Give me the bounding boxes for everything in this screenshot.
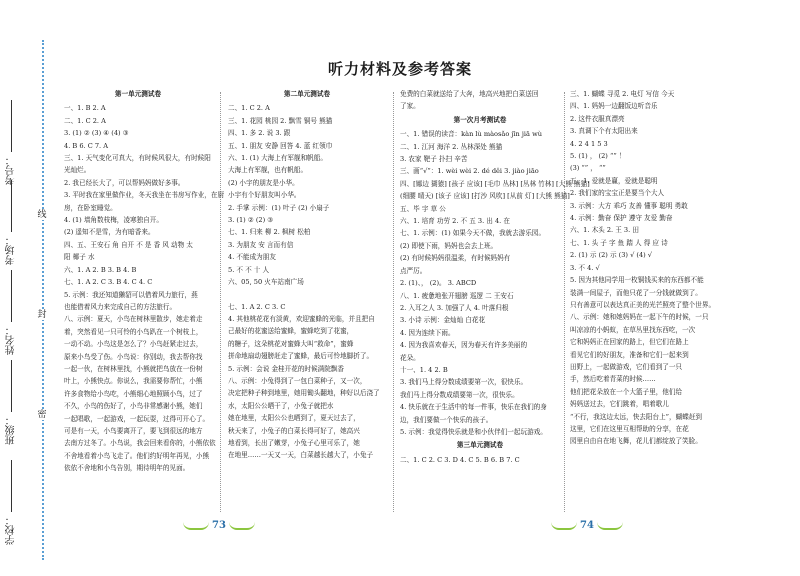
answer-line: 也能借着风力来完成自己的方法旅行。 <box>64 302 177 311</box>
name-label: 姓名： <box>6 325 17 355</box>
answer-line: 2. 手掌 示例：(1) 叶子 (2) 小扇子 <box>228 203 330 212</box>
answer-line: 七、1. 示例：(1) 如果今天不做，我就去游乐园。 <box>400 229 546 238</box>
answer-line: 只有善意可以表达真正美的光芒照亮了整个世界。 <box>570 300 716 309</box>
answer-line: 八、1. 疲惫地张开翅膀 巡逻 二 王安石 <box>400 291 514 300</box>
answer-line <box>228 289 386 301</box>
answer-line: 的糖子，这朵桃花对蜜蜂大叫“救命”，蜜蜂 <box>228 339 354 348</box>
answer-line: 四、五、王安石 角 自开 不 是 香 风 动物 太 <box>64 240 193 249</box>
answer-line: 六、1. A 2. B 3. B 4. B <box>64 265 137 274</box>
answer-line: 4. 2 4 1 5 3 <box>570 139 608 148</box>
answer-line: 2. 我已经长大了，可以帮妈妈做好多事。 <box>64 178 185 187</box>
answer-line: 2. (1)、， (2)。 3. ABCD <box>400 279 477 288</box>
answer-line: (2) 遥知不是雪，为有暗香来。 <box>64 228 155 237</box>
column-divider <box>220 92 221 512</box>
answer-line: 六、1. (1) 大海上有军舰和帆船。 <box>228 154 327 163</box>
answer-line: 田野上，一起做游戏，它们看到了一只 <box>570 362 683 371</box>
answer-line: 七、1. A 2. C 3. B 4. C 4. C <box>64 278 153 287</box>
answer-lines <box>64 102 225 474</box>
answer-line: 4. 不能成为朋友 <box>228 253 276 262</box>
column-unit-3 <box>570 88 730 448</box>
answer-line: 在地里……一天又一天，白菜越长越大了，小兔子 <box>228 451 374 460</box>
answer-line: 3. 农家 靶子 扑扫 辛苦 <box>400 155 468 164</box>
answer-line: 去南方过冬了。小鸟说，我会回来看你的，小熊依依 <box>64 439 216 448</box>
cut-line <box>42 40 44 560</box>
answer-line: 4. 因为我喜欢春天，因为春天有许多美丽的 <box>400 341 528 350</box>
answer-line: 六、1. 培育 功劳 2. 不 五 3. 出 4. 在 <box>400 217 510 226</box>
answer-line: “不行，我这边太远，快去阳台上”，蝴蝶赶到 <box>570 412 703 421</box>
answer-line: 八、示例：她和她妈妈在一起下午的时候，一只 <box>570 313 709 322</box>
answer-line: 三、1. 蝴蝶 寻觅 2. 电灯 写信 今天 <box>570 90 675 98</box>
school-label: 学校： <box>6 515 17 545</box>
answer-line: 手，然后吃着青菜的时候…… <box>570 375 656 384</box>
answer-line: 3. 不 4. √ <box>570 263 600 272</box>
answer-line: 秋天来了，小兔子的白菜长得可好了，她高兴 <box>228 426 360 435</box>
answer-line: 3. 我们马上得分数成绩要第一次，很快乐。 <box>400 378 528 387</box>
answer-line: 六、1. 木头 2. 王 3. 田 <box>570 226 639 235</box>
answer-lines <box>228 102 386 461</box>
answer-line: 一起唱歌，一起游戏，一起玩耍，过得可开心了。 <box>64 414 210 423</box>
answer-line: (3) “” ， “” <box>570 164 606 173</box>
answer-line: 七、1. A 2. C 3. C <box>228 302 286 311</box>
class-label: 班级： <box>6 415 17 445</box>
seam-mark-secret: 密 <box>37 410 47 420</box>
answer-line: 边，我们要做一个快乐的孩子。 <box>400 415 493 424</box>
answer-line: 2. (1) 示 (2) 示 (3) √ (4) √ <box>570 251 653 260</box>
answer-line: 四、1. 多 2. 说 3. 跟 <box>228 129 291 138</box>
page-number-left <box>180 520 258 531</box>
answer-line: 她在地里，太阳公公也晒到了，夏天过去了， <box>228 414 360 423</box>
answer-line: 六、05, 50 火车站南广场 <box>228 278 304 287</box>
answer-line: 地看到，长出了嫩芽，小兔子心里可乐了，她 <box>228 438 360 447</box>
answer-line: 水，太阳公公晒干了，小兔子就把水 <box>228 401 334 410</box>
answer-line: 三、画“√”：1. wèi wèi 2. dé děi 3. jiào jiāo <box>400 167 539 176</box>
answer-line: 3. 小诗 示例：金灿灿 白花花 <box>400 316 486 325</box>
answer-line: 五、1. 爱就是赢，爱就是聪明 <box>570 176 658 185</box>
answer-line: 三、1. 花园 桃园 2. 飘雪 铜号 熊猫 <box>228 116 333 125</box>
answer-line: 不久，小鸟的伤好了，小鸟非常感谢小熊，她们 <box>64 402 203 411</box>
answer-line: (细腰 晴天) [该子 应该] [打沙 风吹] [从前 灯] [大熊 熊猫] <box>400 192 570 201</box>
answer-line: 己最好的花蜜送给蜜蜂，蜜蜂吃到了花蜜， <box>228 327 354 336</box>
section-title: 第二单元测试卷 <box>283 90 331 98</box>
answer-line: 一、1. B 2. A <box>64 104 106 113</box>
answer-line: 装满一间屋子，而他只花了一分钱就做到了。 <box>570 288 702 297</box>
answer-line: 2. 这件衣服真漂亮 <box>570 114 625 123</box>
answer-line: 一动不动。小鸟这是怎么了？小鸟赶紧走过去， <box>64 340 203 349</box>
answer-line: 3. (1) ② (3) ④ (4) ③ <box>64 129 129 138</box>
answer-line: 八、示例：夏天，小鸟在树林里散步，她走着走 <box>64 315 203 324</box>
answer-line: 七、1. 归来 柳 2. 枫树 松柏 <box>228 228 311 237</box>
answer-line: 5. 示例：会说 金桂开花的时候满院飘香 <box>228 364 344 373</box>
name-field <box>6 270 22 355</box>
answer-line: 阳 椰子 水 <box>64 253 95 262</box>
student-id-field <box>6 100 22 185</box>
seam-mark-line: 线 <box>37 210 47 220</box>
answer-line: 他们把花朵放在一个大篮子里，他们给 <box>570 387 683 396</box>
section-title: 第一次月考测试卷 <box>453 115 507 124</box>
answer-line: 依依不舍地和小鸟告别，期待明年的见面。 <box>64 464 190 473</box>
answer-line: 4. 快乐就在于生活中的每一件事，快乐在我们的身 <box>400 403 547 412</box>
answer-line: 2. 入耳之人 3. 加强了人 4. 叶落归根 <box>400 303 509 312</box>
page-number-left-text: 73 <box>212 520 226 531</box>
answer-line: 十一、1. 4 2. B <box>400 365 448 374</box>
exam-room-label: 考场： <box>6 235 17 265</box>
answer-line: 3. 示例：大方 乖巧 友善 懂事 聪明 勇敢 <box>570 201 688 210</box>
student-id-label: 考号： <box>6 155 17 185</box>
answer-line: 4. 示例：勤奋 保护 遵守 友爱 勤奋 <box>570 214 673 223</box>
answer-line: 决定把种子种到地里，她用锄头翻地，种好以后浇了 <box>228 389 380 398</box>
answer-line: 5. 不 不 十 人 <box>228 265 270 274</box>
answer-line: 3. 平时我在家里做作业，冬天我坐在书房写作业，在厨 <box>64 191 225 200</box>
answer-line: 5. 示例：我还知道獭貂可以借着风力旅行，燕 <box>64 290 198 299</box>
page-number-right-text: 74 <box>580 520 594 531</box>
seam-mark-seal: 封 <box>37 310 47 320</box>
answer-line: 五、1. 朋友 安静 回答 4. 蓝 红领巾 <box>228 141 333 150</box>
answer-line: 四、1. 妈妈一边翻饭边听音乐 <box>570 102 658 111</box>
answer-line: 5. 示例：我觉得快乐就是和小伙伴们一起玩游戏。 <box>400 427 547 436</box>
answer-line: 5. 因为其他同学用一枚铜钱买来的东西都不能 <box>570 276 704 285</box>
answer-line: 二、1. C 2. C 3. D 4. C 5. B 6. B 7. C <box>400 455 520 464</box>
answer-line: 花朵。 <box>400 353 420 362</box>
answer-line: 不舍地看着小鸟飞走了。他们约好明年再见，小熊 <box>64 451 210 460</box>
exam-room-field <box>6 180 22 265</box>
answer-line: 四、[娜边 猢猿] [孩子 应该] [毛巾 丛林] [丛林 竹林] [大熊 熊猫] <box>400 179 590 188</box>
answer-line: 房，在卧室睡觉。 <box>64 203 117 212</box>
answer-line: 大海上有军舰，也有帆船。 <box>228 166 308 175</box>
answer-line: 3. 为朋友 安 言而有信 <box>228 240 294 249</box>
answer-line: 拼命地扇动翅膀赶走了蜜蜂，最后可怜地脚折了。 <box>228 352 374 361</box>
answer-line: 4. 其他桃花花有淡黄，欢迎蜜蜂的光临，并且把自 <box>228 314 375 323</box>
page-number-right <box>548 520 626 531</box>
column-unit-1 <box>64 88 225 475</box>
school-field <box>6 460 22 545</box>
answer-line: 点严厉。 <box>400 266 427 275</box>
answer-line: 原来小鸟受了伤。小鸟说：你别动，我去帮你找 <box>64 352 203 361</box>
answer-line: 光灿烂。 <box>64 166 91 175</box>
answer-line: 5. (1) ， (2) “” ！ <box>570 152 626 161</box>
answer-line: 许多食物给小鸟吃，小熊细心地照顾小鸟，过了 <box>64 389 203 398</box>
page-title: 听力材料及参考答案 <box>327 60 472 78</box>
answer-line: 看见它们的好朋友，准备和它们一起来到 <box>570 350 689 359</box>
answer-line: 可是有一天，小鸟要离开了，要飞到很远的地方 <box>64 426 203 435</box>
answer-lines <box>570 88 730 448</box>
answer-line: (2) 小宇的朋友是小华。 <box>228 178 299 187</box>
class-field <box>6 360 22 445</box>
section-title: 第一单元测试卷 <box>114 90 162 98</box>
answer-line: 3. 真调下个有太阳出来 <box>570 127 638 136</box>
answer-line: 叶上，小熊快点。你说么，我需要你帮忙，小熊 <box>64 377 203 386</box>
answer-line: 这里，它们在这里互相帮助的分享，在花 <box>570 424 689 433</box>
answer-line: 七、1. 头 子 字 鱼 踏 人 得 应 诗 <box>570 238 668 247</box>
answer-line: (2) 即使下雨，妈妈也会去上班。 <box>400 241 498 250</box>
answer-line: 一、1. 错误的读音：kàn lù màosǎo jīn jiā wù <box>400 130 542 139</box>
answer-line: (2) 有时候妈妈很温柔，有时候妈妈有 <box>400 254 511 263</box>
answer-line: 着，突然看见一只可怜的小鸟趴在一个树枝上， <box>64 327 203 336</box>
answer-line: 了家。 <box>400 102 420 111</box>
answer-line: 八、示例：小兔得到了一包白菜种子，又一次， <box>228 376 367 385</box>
answer-line: 3. (1) ② (2) ③ <box>228 216 274 225</box>
answer-line: 4. B 6. C 7. A <box>64 141 109 150</box>
binding-margin <box>0 40 60 560</box>
section-title: 第三单元测试卷 <box>456 441 504 450</box>
answer-line: 它和妈妈正在回家的路上，但它们在路上 <box>570 338 689 347</box>
answer-line: 一起一伙，在树林里找，小熊就把鸟放在一份树 <box>64 364 203 373</box>
answer-line: 妈妈送过去，它们跳着，唱着歌儿 <box>570 400 669 409</box>
answer-line: 二、1. 江河 海洋 2. 丛林深处 熊猫 <box>400 142 503 151</box>
answer-line: 二、1. C 2. A <box>228 104 270 113</box>
answer-line: 小宇有个好朋友叫小华。 <box>228 191 301 200</box>
answer-line: 免费的白菜就送给了大奔，地高兴地把白菜送回 <box>400 90 539 98</box>
answer-line: 三、1. 天气变化可真大，有时候风很大，有时候阳 <box>64 154 211 163</box>
answer-line: 二、1. C 2. A <box>64 116 106 125</box>
answer-line: 我们马上得分数成绩要第一次，很快乐。 <box>400 390 519 399</box>
answer-line: 五、毕 宇 草 公 <box>400 204 446 213</box>
column-unit-2 <box>228 88 386 462</box>
answer-line: 叫凉凉的小蚂蚁，在草丛里找东西吃，一次 <box>570 325 696 334</box>
answer-line: 2. 我们家的宝宝正是要当个大人 <box>570 189 665 198</box>
column-divider <box>564 92 565 512</box>
answer-line: 园里自由自在地飞舞，花儿们都绽放了笑脸。 <box>570 437 702 446</box>
answer-line: 4. 因为连续下雨。 <box>400 328 455 337</box>
answer-line: 4. (1) 墙角数枝梅，凌寒独自开。 <box>64 216 163 225</box>
column-divider <box>393 92 394 512</box>
